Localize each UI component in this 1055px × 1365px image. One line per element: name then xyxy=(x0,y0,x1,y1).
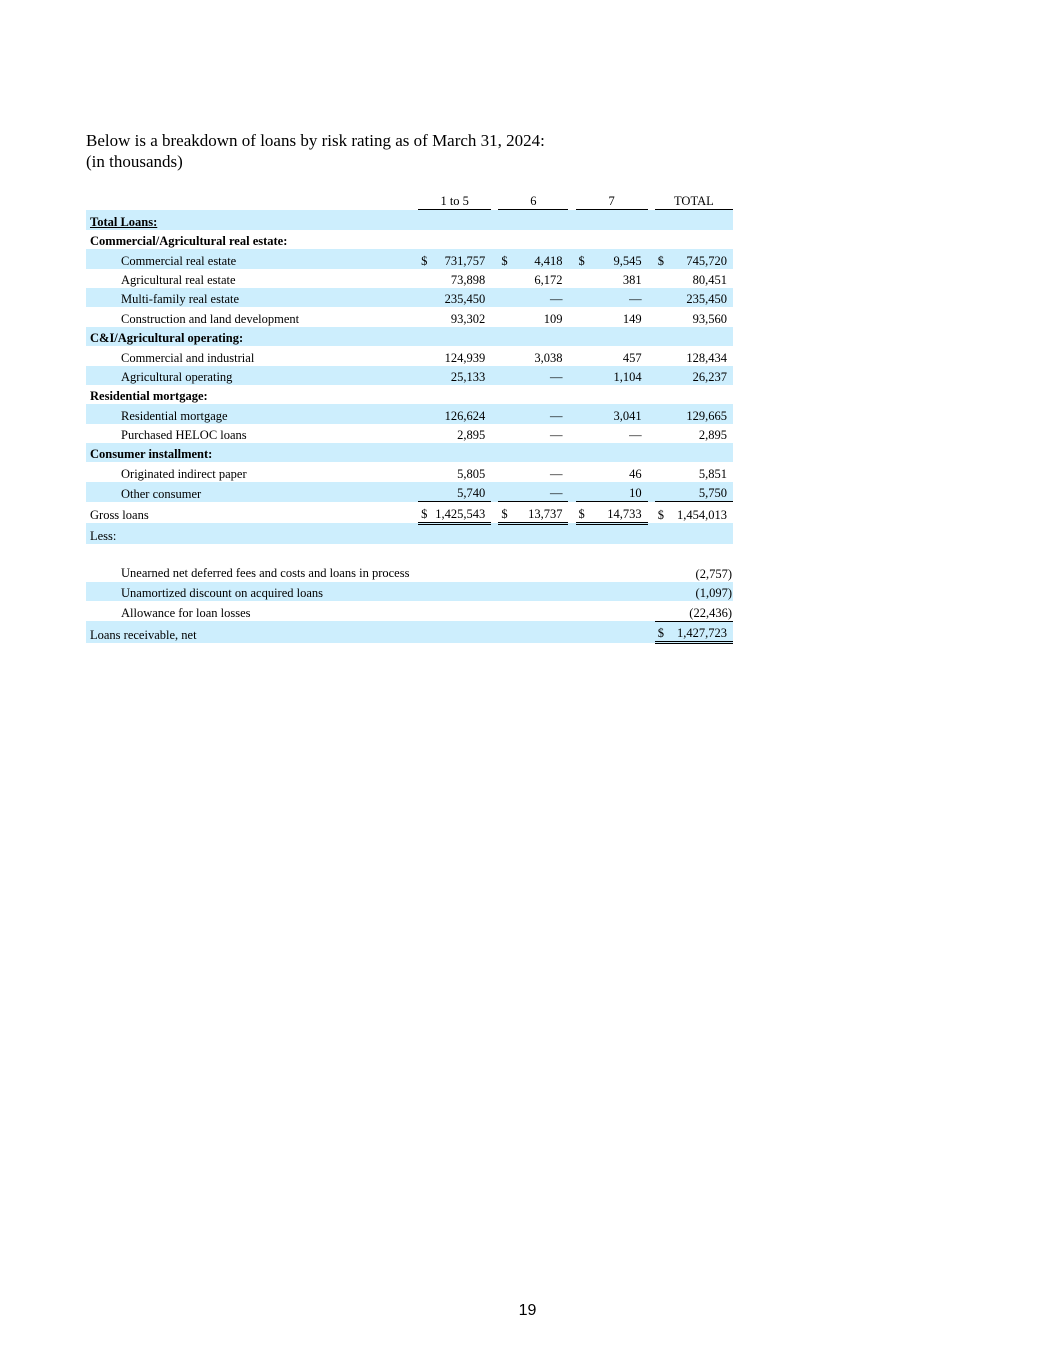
cell-6: 109 xyxy=(543,311,563,326)
cell-total: 1,454,013 xyxy=(667,502,733,523)
row-label: Unamortized discount on acquired loans xyxy=(86,582,411,601)
section-commercial-agri-re: Commercial/Agricultural real estate: xyxy=(90,234,288,249)
cell-7: 10 xyxy=(588,482,648,502)
cell-7: 9,545 xyxy=(588,249,648,268)
cell-1-to-5: 235,450 xyxy=(430,288,491,307)
cell-total: 129,665 xyxy=(667,404,733,423)
cell-total: 5,851 xyxy=(698,466,727,481)
currency-symbol: $ xyxy=(655,249,667,268)
cell-total: 745,720 xyxy=(667,249,733,268)
cell-6: — xyxy=(549,466,563,481)
gross-loans-row xyxy=(86,502,733,523)
table-row xyxy=(86,346,733,365)
cell-1-to-5: 93,302 xyxy=(450,311,486,326)
row-label: Commercial and industrial xyxy=(121,350,255,365)
section-total-loans: Total Loans: xyxy=(86,210,411,230)
cell-total: 1,427,723 xyxy=(667,621,733,642)
currency-symbol: $ xyxy=(655,621,667,642)
currency-symbol: $ xyxy=(418,249,430,268)
less-label: Less: xyxy=(86,523,411,544)
cell-1-to-5: 5,740 xyxy=(430,482,491,502)
cell-total: (2,757) xyxy=(695,567,732,582)
col-header-6: 6 xyxy=(498,190,568,210)
loans-risk-rating-table xyxy=(86,190,733,644)
row-label: Gross loans xyxy=(90,508,149,523)
cell-1-to-5: 2,895 xyxy=(457,428,486,443)
cell-7: 3,041 xyxy=(588,404,648,423)
cell-7: — xyxy=(588,288,648,307)
intro-line-1: Below is a breakdown of loans by risk rating as of March 31, 2024: xyxy=(86,131,545,150)
row-label: Agricultural real estate xyxy=(121,272,236,287)
row-label: Agricultural operating xyxy=(86,366,411,385)
currency-symbol: $ xyxy=(655,502,667,523)
section-row xyxy=(86,327,733,346)
currency-symbol: $ xyxy=(576,502,588,523)
row-label: Originated indirect paper xyxy=(121,466,247,481)
intro-line-2: (in thousands) xyxy=(86,152,183,171)
section-consumer-installment: Consumer installment: xyxy=(86,443,411,462)
cell-7: 46 xyxy=(629,466,642,481)
intro-text xyxy=(86,130,545,172)
cell-total: (1,097) xyxy=(667,582,733,601)
cell-6: — xyxy=(511,366,569,385)
cell-6: 13,737 xyxy=(511,502,569,523)
cell-1-to-5: 124,939 xyxy=(444,350,486,365)
cell-6: — xyxy=(511,482,569,502)
currency-symbol: $ xyxy=(418,502,430,523)
table-row xyxy=(86,582,733,601)
row-label: Purchased HELOC loans xyxy=(121,428,247,443)
page-number: 19 xyxy=(518,1302,537,1319)
cell-1-to-5: 73,898 xyxy=(450,272,486,287)
row-label: Unearned net deferred fees and costs and loans in process xyxy=(121,566,410,581)
cell-1-to-5: 731,757 xyxy=(430,249,491,268)
cell-7: 1,104 xyxy=(588,366,648,385)
col-header-7: 7 xyxy=(576,190,648,210)
cell-6: 4,418 xyxy=(511,249,569,268)
cell-total: 80,451 xyxy=(692,272,727,287)
cell-6: — xyxy=(511,288,569,307)
cell-7: 149 xyxy=(622,311,642,326)
cell-total: 235,450 xyxy=(667,288,733,307)
net-loans-row xyxy=(86,621,733,642)
section-row xyxy=(86,385,733,404)
cell-7: 457 xyxy=(622,350,642,365)
col-header-1-to-5: 1 to 5 xyxy=(418,190,491,210)
section-ci-agri-operating: C&I/Agricultural operating: xyxy=(86,327,411,346)
cell-total: 26,237 xyxy=(667,366,733,385)
col-header-total: TOTAL xyxy=(655,190,733,210)
cell-6: 3,038 xyxy=(534,350,563,365)
cell-total: (22,436) xyxy=(689,605,732,620)
section-residential-mortgage: Residential mortgage: xyxy=(90,389,208,404)
table-row xyxy=(86,601,733,621)
cell-total: 2,895 xyxy=(698,428,727,443)
currency-symbol: $ xyxy=(498,249,510,268)
table-row xyxy=(86,307,733,326)
row-label: Other consumer xyxy=(86,482,411,502)
table-row xyxy=(86,269,733,288)
section-row xyxy=(86,210,733,230)
table-row xyxy=(86,288,733,307)
table-row xyxy=(86,462,733,481)
row-label: Loans receivable, net xyxy=(86,621,411,642)
cell-6: — xyxy=(511,404,569,423)
cell-1-to-5: 1,425,543 xyxy=(430,502,491,523)
row-label: Residential mortgage xyxy=(86,404,411,423)
currency-symbol: $ xyxy=(576,249,588,268)
cell-total: 128,434 xyxy=(686,350,727,365)
table-row xyxy=(86,366,733,385)
less-row xyxy=(86,523,733,544)
table-row xyxy=(86,424,733,443)
row-label: Allowance for loan losses xyxy=(121,606,251,621)
cell-7: 14,733 xyxy=(588,502,648,523)
row-label: Construction and land development xyxy=(121,311,300,326)
cell-1-to-5: 5,805 xyxy=(457,466,486,481)
header-row xyxy=(86,190,733,210)
section-row xyxy=(86,443,733,462)
cell-1-to-5: 126,624 xyxy=(430,404,491,423)
table-row xyxy=(86,482,733,502)
cell-7: 381 xyxy=(622,272,642,287)
cell-1-to-5: 25,133 xyxy=(430,366,491,385)
cell-total: 5,750 xyxy=(667,482,733,502)
table-row xyxy=(86,249,733,268)
cell-7: — xyxy=(629,428,642,443)
cell-6: — xyxy=(549,428,563,443)
cell-6: 6,172 xyxy=(534,272,563,287)
table-row xyxy=(86,404,733,423)
row-label: Commercial real estate xyxy=(86,249,411,268)
section-row xyxy=(86,230,733,249)
table-row xyxy=(86,544,733,582)
currency-symbol: $ xyxy=(498,502,510,523)
cell-total: 93,560 xyxy=(692,311,727,326)
row-label: Multi-family real estate xyxy=(86,288,411,307)
